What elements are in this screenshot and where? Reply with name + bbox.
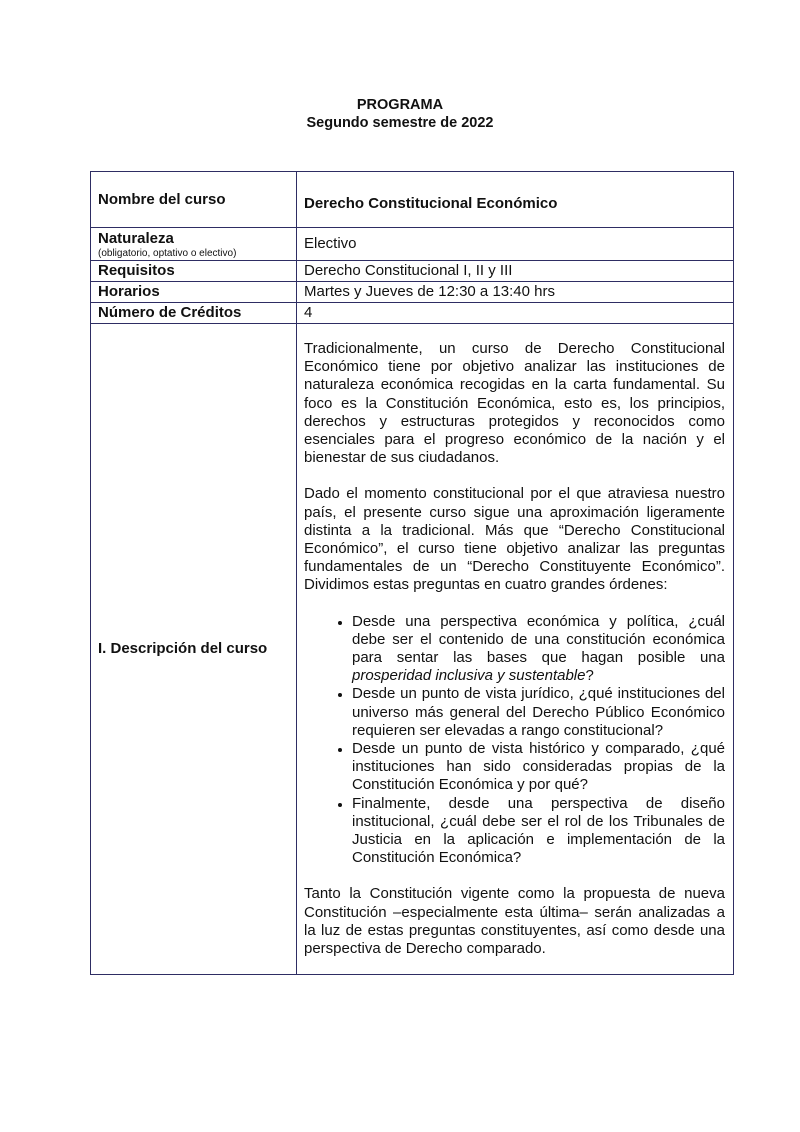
list-item: • Desde un punto de vista histórico y comparado, ¿qué instituciones han sido consideradas propias de la Constitución Económica y por qué?: [352, 740, 725, 795]
bullet-text-end: ?: [585, 667, 594, 685]
course-name-label: Nombre del curso: [91, 172, 297, 228]
schedule-value: Martes y Jueves de 12:30 a 13:40 hrs: [297, 282, 734, 303]
bullet-italic-text: prosperidad inclusiva y sustentable: [352, 667, 586, 685]
document-subtitle: Segundo semestre de 2022: [306, 115, 494, 131]
bullet-text: Desde una perspectiva económica y política, ¿cuál debe ser el contenido de una constitución económica para sentar las bases que hagan posible una: [352, 612, 725, 667]
row-course-name: [91, 172, 734, 228]
requirements-label: Requisitos: [91, 261, 297, 282]
nature-label: Naturaleza: [98, 229, 174, 247]
row-requirements: [91, 261, 734, 282]
row-nature: [91, 228, 734, 261]
row-description: [91, 324, 734, 975]
list-item: • Finalmente, desde una perspectiva de diseño institucional, ¿cuál debe ser el rol de los Tribunales de Justicia en la aplicación e implementación de la Constitución Económica?: [352, 795, 725, 868]
description-paragraph-2: Dado el momento constitucional por el que atraviesa nuestro país, el presente curso sigue una aproximación ligeramente distinta a la tradicional. Más que “Derecho Constitucional Económico”, el curso tiene objetivo analizar las preguntas fundamentales de un “Derecho Constituyente Económico”. Dividimos estas preguntas en cuatro grandes órdenes:: [304, 485, 725, 594]
row-credits: [91, 303, 734, 324]
credits-value: 4: [297, 303, 734, 324]
requirements-value: Derecho Constitucional I, II y III: [297, 261, 734, 282]
list-item: [352, 613, 725, 686]
description-paragraph-1: Tradicionalmente, un curso de Derecho Constitucional Económico tiene por objetivo analizar las instituciones de naturaleza económica recogidas en la carta fundamental. Su foco es la Constitución Económica, esto es, los principios, derechos y estructuras protegidos y reconocidos como esenciales para el progreso económico de la nación y el bienestar de sus ciudadanos.: [304, 340, 725, 467]
program-table: [90, 171, 734, 975]
questions-list: [304, 613, 725, 868]
description-label: I. Descripción del curso: [91, 324, 297, 975]
list-item: • Desde un punto de vista jurídico, ¿qué instituciones del universo más general del Derecho Público Económico requieren ser elevadas a rango constitucional?: [352, 685, 725, 740]
schedule-label: Horarios: [91, 282, 297, 303]
row-schedule: [91, 282, 734, 303]
document-title: PROGRAMA: [356, 97, 444, 113]
credits-label: Número de Créditos: [91, 303, 297, 324]
nature-label-cell: [91, 228, 297, 261]
description-paragraph-3: Tanto la Constitución vigente como la propuesta de nueva Constitución –especialmente esta última– serán analizadas a la luz de estas preguntas constituyentes, así como desde una perspectiva de Derecho comparado.: [304, 885, 725, 958]
nature-sublabel: (obligatorio, optativo o electivo): [98, 247, 237, 259]
description-content: [297, 324, 734, 975]
course-name-value: Derecho Constitucional Económico: [297, 172, 734, 228]
nature-value: Electivo: [297, 228, 734, 261]
document-header: [0, 96, 800, 132]
